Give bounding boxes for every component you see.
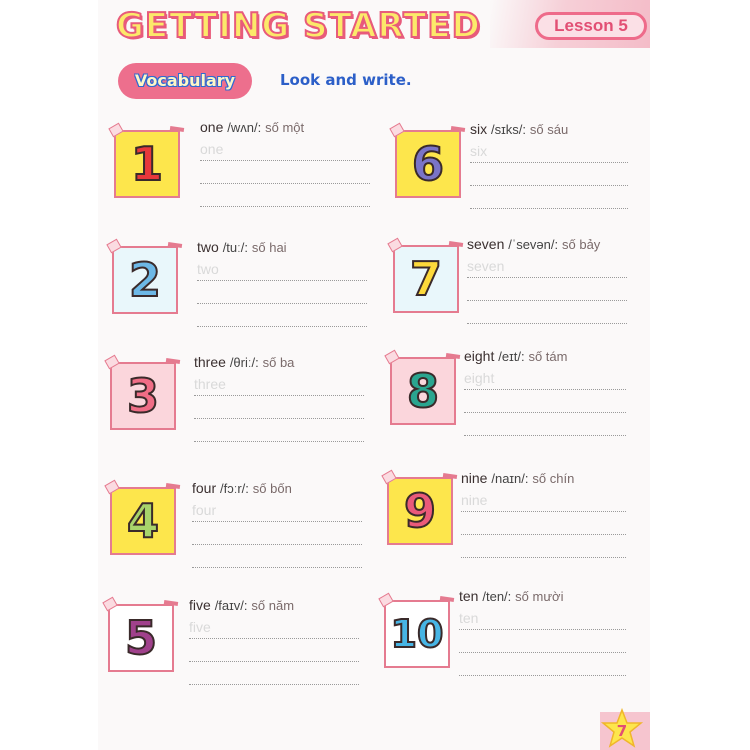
writing-line[interactable] [464,390,626,413]
writing-line[interactable] [470,186,628,209]
vocab-entry-seven [467,236,627,324]
trace-line[interactable]: four [192,499,362,522]
vocab-entry-nine [461,470,626,558]
section-tag: Vocabulary [118,63,252,99]
trace-line[interactable]: seven [467,255,627,278]
meaning: số hai [251,240,287,255]
instruction-text: Look and write. [280,71,412,89]
writing-line[interactable] [200,184,370,207]
digit: 8 [406,364,439,418]
digit: 6 [411,137,444,191]
writing-line[interactable] [189,662,359,685]
word: six [470,121,488,137]
meaning: số bảy [562,237,601,252]
trace-line[interactable]: nine [461,489,626,512]
writing-line[interactable] [467,278,627,301]
entry-head [467,236,627,252]
word: three [194,354,226,370]
vocab-entry-ten [459,588,626,676]
meaning: số ba [262,355,295,370]
ipa: /θriː/: [229,355,259,370]
entry-head [192,480,362,496]
trace-line[interactable]: five [189,616,359,639]
ipa: /wʌn/: [227,120,262,135]
meaning: số chín [532,471,575,486]
number-card-5 [108,604,174,672]
word: two [197,239,219,255]
entry-head [189,597,359,613]
number-card-4 [110,487,176,555]
digit: 1 [130,137,163,191]
number-card-1 [114,130,180,198]
vocab-entry-three [194,354,364,442]
entry-head [470,121,628,137]
writing-line[interactable] [194,396,364,419]
trace-line[interactable]: three [194,373,364,396]
vocab-entry-six [470,121,628,209]
number-card-9 [387,477,453,545]
word: eight [464,348,495,364]
writing-line[interactable] [197,304,367,327]
ipa: /tuː/: [222,240,248,255]
trace-line[interactable]: ten [459,607,626,630]
digit: 7 [409,252,442,306]
writing-line[interactable] [461,512,626,535]
star-icon [600,708,644,750]
word: ten [459,588,479,604]
writing-line[interactable] [464,413,626,436]
writing-line[interactable] [459,630,626,653]
writing-line[interactable] [470,163,628,186]
word: seven [467,236,505,252]
entry-head [197,239,367,255]
word: four [192,480,217,496]
number-card-3 [110,362,176,430]
entry-head [200,119,370,135]
entry-head [464,348,626,364]
ipa: /fɔːr/: [220,481,249,496]
meaning: số năm [251,598,295,613]
ipa: /eɪt/: [498,349,525,364]
ipa: /ten/: [482,589,512,604]
digit: 10 [390,612,444,656]
word: five [189,597,211,613]
writing-line[interactable] [189,639,359,662]
digit: 2 [128,253,161,307]
meaning: số sáu [529,122,569,137]
number-card-7 [393,245,459,313]
word: nine [461,470,488,486]
trace-line[interactable]: eight [464,367,626,390]
number-card-6 [395,130,461,198]
trace-line[interactable]: two [197,258,367,281]
ipa: /faɪv/: [214,598,248,613]
ipa: /ˈsevən/: [508,237,559,252]
number-card-2 [112,246,178,314]
meaning: số một [265,120,305,135]
digit: 4 [126,494,159,548]
meaning: số bốn [252,481,292,496]
meaning: số mười [515,589,564,604]
vocab-entry-four [192,480,362,568]
trace-line[interactable]: one [200,138,370,161]
digit: 5 [124,611,157,665]
vocab-entry-eight [464,348,626,436]
page-number: 7 [616,722,628,740]
entry-head [461,470,626,486]
digit: 9 [403,484,436,538]
lesson-badge: Lesson 5 [535,12,647,40]
page-title: GETTING STARTED [116,6,481,46]
writing-line[interactable] [459,653,626,676]
writing-line[interactable] [192,545,362,568]
trace-line[interactable]: six [470,140,628,163]
number-card-10 [384,600,450,668]
writing-line[interactable] [192,522,362,545]
number-card-8 [390,357,456,425]
entry-head [194,354,364,370]
word: one [200,119,224,135]
vocab-entry-two [197,239,367,327]
meaning: số tám [528,349,568,364]
ipa: /sɪks/: [491,122,526,137]
writing-line[interactable] [467,301,627,324]
vocab-entry-five [189,597,359,685]
writing-line[interactable] [194,419,364,442]
ipa: /naɪn/: [491,471,529,486]
writing-line[interactable] [461,535,626,558]
vocab-entry-one [200,119,370,207]
digit: 3 [126,369,159,423]
writing-line[interactable] [197,281,367,304]
entry-head [459,588,626,604]
writing-line[interactable] [200,161,370,184]
